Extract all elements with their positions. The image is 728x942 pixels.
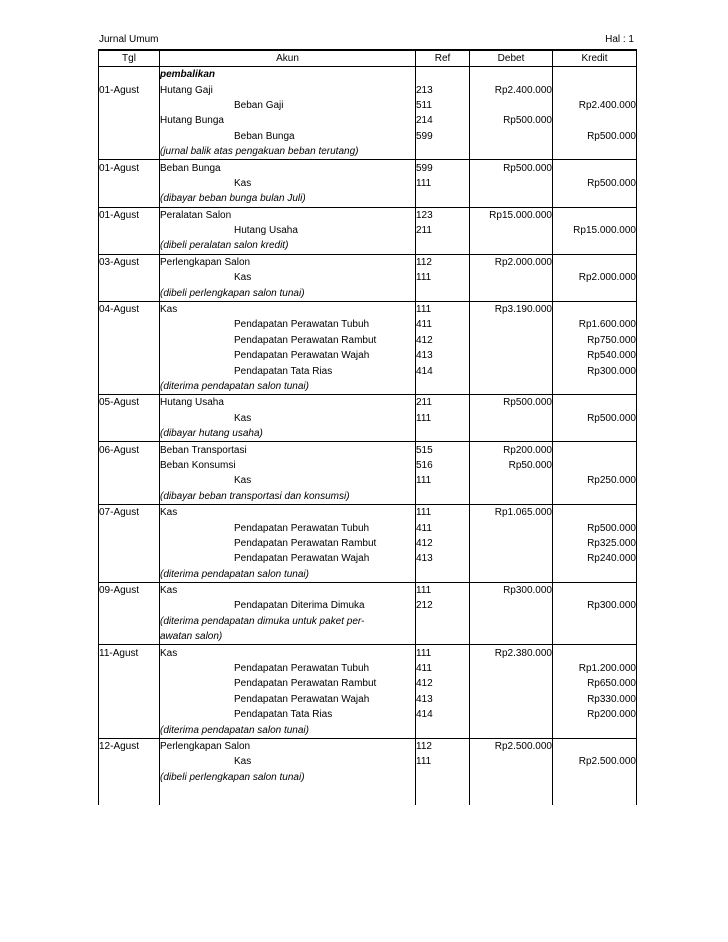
table-row [99, 176, 637, 191]
page-number: Hal : 1 [605, 34, 634, 45]
debit-amount: Rp50.000 [470, 458, 553, 473]
account-name: Hutang Usaha [160, 395, 416, 411]
debit-amount [470, 67, 553, 83]
entry-date [99, 614, 160, 629]
entry-description: (jurnal balik atas pengakuan beban terutang) [160, 144, 416, 160]
entry-date [99, 598, 160, 613]
table-row [99, 551, 637, 566]
debit-amount [470, 722, 553, 738]
column-header-tgl: Tgl [99, 50, 160, 67]
entry-date [99, 692, 160, 707]
entry-date [99, 567, 160, 583]
credit-amount: Rp500.000 [553, 129, 637, 144]
account-ref [416, 238, 470, 254]
entry-date [99, 176, 160, 191]
debit-amount: Rp1.065.000 [470, 504, 553, 520]
empty-cell [99, 785, 160, 805]
entry-date [99, 520, 160, 535]
debit-amount: Rp500.000 [470, 395, 553, 411]
table-row [99, 333, 637, 348]
account-ref: 111 [416, 301, 470, 317]
entry-date [99, 629, 160, 645]
account-name: Kas [160, 301, 416, 317]
page-header [98, 34, 636, 48]
account-name: Pendapatan Perawatan Tubuh [160, 661, 416, 676]
entry-date: 01-Agust [99, 82, 160, 97]
account-ref: 414 [416, 707, 470, 722]
entry-date [99, 536, 160, 551]
table-row [99, 395, 637, 411]
account-ref: 213 [416, 82, 470, 97]
credit-amount: Rp500.000 [553, 176, 637, 191]
empty-cell [470, 785, 553, 805]
entry-date [99, 348, 160, 363]
credit-amount [553, 301, 637, 317]
table-row [99, 489, 637, 505]
debit-amount [470, 598, 553, 613]
debit-amount [470, 223, 553, 238]
debit-amount [470, 363, 553, 378]
account-ref: 599 [416, 129, 470, 144]
credit-amount: Rp750.000 [553, 333, 637, 348]
debit-amount: Rp500.000 [470, 113, 553, 128]
debit-amount [470, 692, 553, 707]
entry-date: 06-Agust [99, 442, 160, 458]
account-ref: 516 [416, 458, 470, 473]
account-ref: 211 [416, 395, 470, 411]
entry-date [99, 722, 160, 738]
account-ref [416, 614, 470, 629]
account-name: Kas [160, 504, 416, 520]
account-name: Pendapatan Perawatan Rambut [160, 333, 416, 348]
entry-date [99, 223, 160, 238]
credit-amount [553, 191, 637, 207]
table-row [99, 317, 637, 332]
account-ref [416, 67, 470, 83]
entry-date: 09-Agust [99, 582, 160, 598]
entry-date [99, 129, 160, 144]
credit-amount: Rp500.000 [553, 520, 637, 535]
account-name: Kas [160, 473, 416, 488]
credit-amount [553, 504, 637, 520]
entry-date [99, 379, 160, 395]
table-row [99, 254, 637, 270]
table-row [99, 426, 637, 442]
table-row [99, 348, 637, 363]
table-row [99, 520, 637, 535]
credit-amount [553, 67, 637, 83]
journal-body [99, 67, 637, 805]
table-row [99, 707, 637, 722]
entry-date [99, 770, 160, 785]
entry-description: (dibayar hutang usaha) [160, 426, 416, 442]
account-ref [416, 770, 470, 785]
account-name: Pendapatan Perawatan Rambut [160, 536, 416, 551]
account-ref: 411 [416, 317, 470, 332]
entry-date [99, 676, 160, 691]
account-name: Pendapatan Perawatan Tubuh [160, 520, 416, 535]
entry-date [99, 551, 160, 566]
entry-description: (diterima pendapatan salon tunai) [160, 567, 416, 583]
account-ref [416, 144, 470, 160]
account-name: Kas [160, 411, 416, 426]
entry-description: (dibeli peralatan salon kredit) [160, 238, 416, 254]
entry-date [99, 270, 160, 285]
table-row [99, 67, 637, 83]
entry-date [99, 707, 160, 722]
debit-amount [470, 551, 553, 566]
account-ref: 412 [416, 536, 470, 551]
table-row [99, 770, 637, 785]
account-ref: 599 [416, 160, 470, 176]
account-name: Kas [160, 176, 416, 191]
credit-amount: Rp540.000 [553, 348, 637, 363]
account-name: Kas [160, 270, 416, 285]
entry-description: (diterima pendapatan salon tunai) [160, 722, 416, 738]
section-label: pembalikan [160, 67, 416, 83]
table-filler-row [99, 785, 637, 805]
credit-amount: Rp2.000.000 [553, 270, 637, 285]
table-row [99, 363, 637, 378]
debit-amount [470, 536, 553, 551]
entry-date: 05-Agust [99, 395, 160, 411]
entry-date [99, 238, 160, 254]
table-row [99, 223, 637, 238]
account-ref: 111 [416, 473, 470, 488]
account-name: Pendapatan Tata Rias [160, 707, 416, 722]
column-header-kredit: Kredit [553, 50, 637, 67]
table-row [99, 442, 637, 458]
debit-amount [470, 129, 553, 144]
table-row [99, 238, 637, 254]
debit-amount [470, 98, 553, 113]
account-name: Hutang Gaji [160, 82, 416, 97]
debit-amount: Rp2.000.000 [470, 254, 553, 270]
debit-amount [470, 614, 553, 629]
account-ref [416, 191, 470, 207]
entry-date [99, 411, 160, 426]
debit-amount: Rp200.000 [470, 442, 553, 458]
entry-description: awatan salon) [160, 629, 416, 645]
account-ref: 111 [416, 504, 470, 520]
debit-amount: Rp500.000 [470, 160, 553, 176]
table-row [99, 270, 637, 285]
account-name: Beban Konsumsi [160, 458, 416, 473]
account-name: Perlengkapan Salon [160, 738, 416, 754]
column-header-debet: Debet [470, 50, 553, 67]
credit-amount: Rp330.000 [553, 692, 637, 707]
credit-amount [553, 426, 637, 442]
debit-amount [470, 520, 553, 535]
account-ref [416, 722, 470, 738]
debit-amount [470, 317, 553, 332]
credit-amount: Rp1.200.000 [553, 661, 637, 676]
account-ref: 411 [416, 520, 470, 535]
account-ref: 111 [416, 270, 470, 285]
entry-description: (dibayar beban bunga bulan Juli) [160, 191, 416, 207]
credit-amount: Rp500.000 [553, 411, 637, 426]
credit-amount [553, 113, 637, 128]
account-name: Kas [160, 582, 416, 598]
credit-amount: Rp2.500.000 [553, 754, 637, 769]
credit-amount: Rp200.000 [553, 707, 637, 722]
debit-amount: Rp2.400.000 [470, 82, 553, 97]
account-ref: 111 [416, 645, 470, 661]
account-name: Pendapatan Perawatan Wajah [160, 551, 416, 566]
credit-amount [553, 614, 637, 629]
account-ref [416, 629, 470, 645]
entry-description: (dibayar beban transportasi dan konsumsi) [160, 489, 416, 505]
account-ref [416, 426, 470, 442]
entry-date [99, 754, 160, 769]
table-row [99, 113, 637, 128]
account-ref: 412 [416, 676, 470, 691]
credit-amount: Rp650.000 [553, 676, 637, 691]
table-row [99, 504, 637, 520]
account-ref: 413 [416, 348, 470, 363]
credit-amount [553, 285, 637, 301]
debit-amount [470, 707, 553, 722]
account-name: Pendapatan Perawatan Wajah [160, 692, 416, 707]
debit-amount [470, 629, 553, 645]
entry-date [99, 67, 160, 83]
account-ref: 411 [416, 661, 470, 676]
debit-amount [470, 238, 553, 254]
debit-amount [470, 348, 553, 363]
credit-amount: Rp240.000 [553, 551, 637, 566]
account-ref [416, 567, 470, 583]
account-name: Beban Bunga [160, 160, 416, 176]
entry-description: (dibeli perlengkapan salon tunai) [160, 285, 416, 301]
table-row [99, 567, 637, 583]
account-ref: 112 [416, 738, 470, 754]
credit-amount [553, 238, 637, 254]
empty-cell [553, 785, 637, 805]
entry-date: 07-Agust [99, 504, 160, 520]
entry-description: (dibeli perlengkapan salon tunai) [160, 770, 416, 785]
table-row [99, 645, 637, 661]
table-row [99, 98, 637, 113]
empty-cell [416, 785, 470, 805]
table-row [99, 129, 637, 144]
account-name: Beban Bunga [160, 129, 416, 144]
debit-amount [470, 379, 553, 395]
debit-amount [470, 489, 553, 505]
credit-amount [553, 489, 637, 505]
debit-amount [470, 270, 553, 285]
credit-amount: Rp2.400.000 [553, 98, 637, 113]
entry-date: 12-Agust [99, 738, 160, 754]
account-ref: 123 [416, 207, 470, 223]
entry-description: (diterima pendapatan dimuka untuk paket per- [160, 614, 416, 629]
debit-amount [470, 676, 553, 691]
account-name: Perlengkapan Salon [160, 254, 416, 270]
debit-amount [470, 411, 553, 426]
table-header-row [99, 50, 637, 67]
table-row [99, 82, 637, 97]
debit-amount [470, 754, 553, 769]
credit-amount [553, 160, 637, 176]
account-name: Pendapatan Perawatan Rambut [160, 676, 416, 691]
credit-amount [553, 738, 637, 754]
table-row [99, 191, 637, 207]
debit-amount [470, 285, 553, 301]
table-row [99, 536, 637, 551]
account-name: Beban Gaji [160, 98, 416, 113]
table-row [99, 738, 637, 754]
table-row [99, 676, 637, 691]
debit-amount [470, 144, 553, 160]
debit-amount: Rp3.190.000 [470, 301, 553, 317]
account-ref: 111 [416, 582, 470, 598]
entry-date [99, 458, 160, 473]
credit-amount [553, 458, 637, 473]
entry-date: 04-Agust [99, 301, 160, 317]
column-header-akun: Akun [160, 50, 416, 67]
account-name: Hutang Bunga [160, 113, 416, 128]
credit-amount [553, 645, 637, 661]
debit-amount [470, 473, 553, 488]
journal-table [98, 49, 637, 805]
account-ref: 413 [416, 692, 470, 707]
entry-date [99, 333, 160, 348]
table-row [99, 379, 637, 395]
account-name: Beban Transportasi [160, 442, 416, 458]
debit-amount [470, 567, 553, 583]
entry-date [99, 489, 160, 505]
account-ref: 412 [416, 333, 470, 348]
account-ref: 212 [416, 598, 470, 613]
account-name: Peralatan Salon [160, 207, 416, 223]
credit-amount [553, 582, 637, 598]
credit-amount [553, 395, 637, 411]
account-ref: 515 [416, 442, 470, 458]
account-ref: 413 [416, 551, 470, 566]
table-row [99, 285, 637, 301]
credit-amount [553, 379, 637, 395]
credit-amount: Rp15.000.000 [553, 223, 637, 238]
table-row [99, 754, 637, 769]
debit-amount: Rp15.000.000 [470, 207, 553, 223]
credit-amount [553, 629, 637, 645]
entry-date [99, 113, 160, 128]
credit-amount: Rp300.000 [553, 598, 637, 613]
debit-amount [470, 176, 553, 191]
empty-cell [160, 785, 416, 805]
credit-amount: Rp250.000 [553, 473, 637, 488]
entry-date [99, 426, 160, 442]
entry-date: 11-Agust [99, 645, 160, 661]
account-name: Pendapatan Tata Rias [160, 363, 416, 378]
account-ref: 211 [416, 223, 470, 238]
account-ref [416, 489, 470, 505]
table-row [99, 661, 637, 676]
entry-date [99, 317, 160, 332]
table-row [99, 411, 637, 426]
table-row [99, 722, 637, 738]
account-name: Kas [160, 754, 416, 769]
account-name: Pendapatan Perawatan Wajah [160, 348, 416, 363]
entry-date: 03-Agust [99, 254, 160, 270]
entry-date [99, 144, 160, 160]
account-name: Pendapatan Perawatan Tubuh [160, 317, 416, 332]
debit-amount [470, 333, 553, 348]
debit-amount: Rp2.500.000 [470, 738, 553, 754]
account-ref: 414 [416, 363, 470, 378]
table-row [99, 614, 637, 629]
entry-date [99, 285, 160, 301]
journal-title: Jurnal Umum [99, 34, 159, 45]
account-ref: 214 [416, 113, 470, 128]
table-row [99, 473, 637, 488]
entry-description: (diterima pendapatan salon tunai) [160, 379, 416, 395]
table-row [99, 598, 637, 613]
column-header-ref: Ref [416, 50, 470, 67]
credit-amount [553, 770, 637, 785]
account-ref: 111 [416, 176, 470, 191]
credit-amount [553, 82, 637, 97]
table-row [99, 692, 637, 707]
credit-amount: Rp300.000 [553, 363, 637, 378]
account-ref [416, 285, 470, 301]
table-row [99, 458, 637, 473]
debit-amount [470, 770, 553, 785]
credit-amount [553, 144, 637, 160]
debit-amount: Rp2.380.000 [470, 645, 553, 661]
entry-date [99, 98, 160, 113]
account-ref: 111 [416, 411, 470, 426]
account-ref: 112 [416, 254, 470, 270]
debit-amount [470, 426, 553, 442]
credit-amount: Rp325.000 [553, 536, 637, 551]
credit-amount [553, 442, 637, 458]
table-row [99, 629, 637, 645]
credit-amount [553, 207, 637, 223]
debit-amount [470, 191, 553, 207]
table-row [99, 144, 637, 160]
debit-amount: Rp300.000 [470, 582, 553, 598]
credit-amount [553, 254, 637, 270]
account-name: Kas [160, 645, 416, 661]
credit-amount [553, 567, 637, 583]
entry-date [99, 191, 160, 207]
entry-date: 01-Agust [99, 207, 160, 223]
entry-date: 01-Agust [99, 160, 160, 176]
account-ref [416, 379, 470, 395]
account-ref: 511 [416, 98, 470, 113]
entry-date [99, 363, 160, 378]
account-name: Hutang Usaha [160, 223, 416, 238]
credit-amount: Rp1.600.000 [553, 317, 637, 332]
table-row [99, 582, 637, 598]
debit-amount [470, 661, 553, 676]
account-ref: 111 [416, 754, 470, 769]
credit-amount [553, 722, 637, 738]
table-row [99, 160, 637, 176]
table-row [99, 301, 637, 317]
entry-date [99, 473, 160, 488]
account-name: Pendapatan Diterima Dimuka [160, 598, 416, 613]
table-row [99, 207, 637, 223]
entry-date [99, 661, 160, 676]
